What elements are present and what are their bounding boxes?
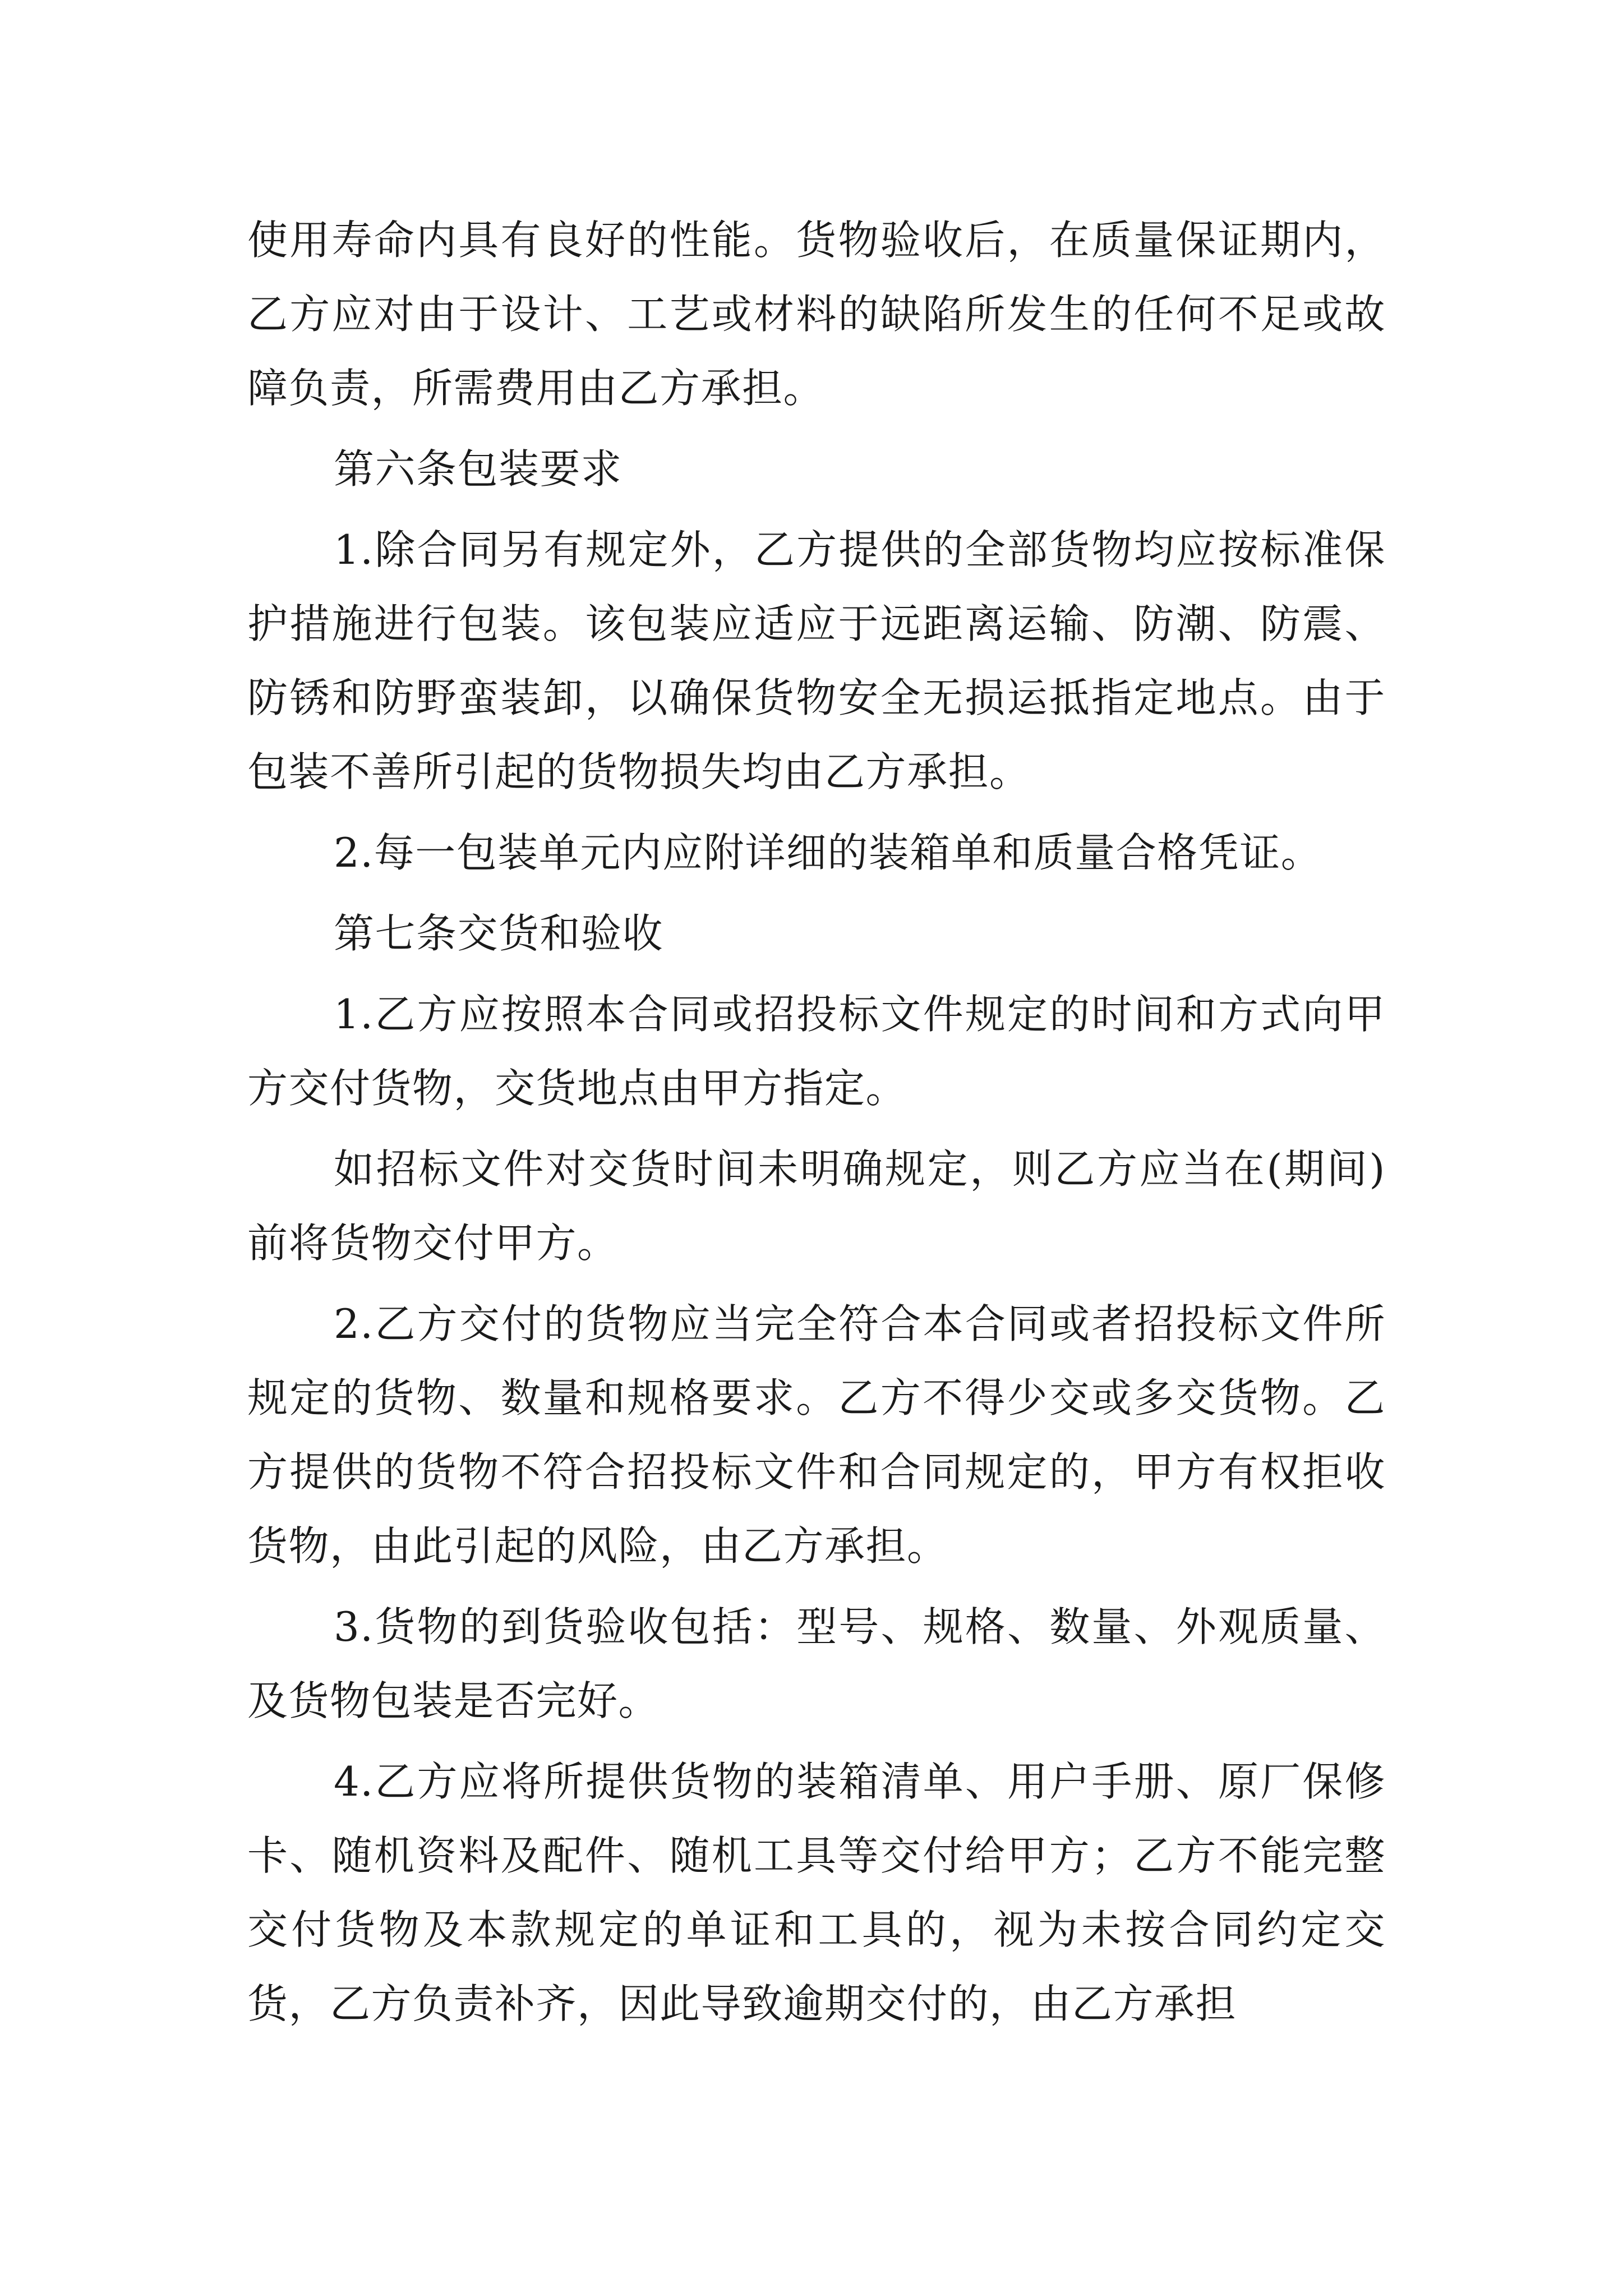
section-heading-packaging: 第六条包装要求 [334, 445, 623, 493]
paragraph-packaging-1: 1.除合同另有规定外，乙方提供的全部货物均应按标准保护措施进行包装。该包装应适应于远距离运输、防潮、防震、防锈和防野蛮装卸，以确保货物安全无损运抵指定地点。由于包装不善所引起的货物损失均由乙方承担。 [247, 526, 1386, 795]
contract-text [247, 203, 1386, 2047]
paragraph-delivery-3: 3.货物的到货验收包括：型号、规格、数量、外观质量、及货物包装是否完好。 [247, 1603, 1386, 1724]
paragraph-packaging-2: 2.每一包装单元内应附详细的装箱单和质量合格凭证。 [334, 829, 1322, 876]
paragraph-delivery-time: 如招标文件对交货时间未明确规定，则乙方应当在(期间)前将货物交付甲方。 [247, 1145, 1386, 1267]
section-heading-delivery: 第七条交货和验收 [334, 910, 664, 957]
paragraph-delivery-4: 4.乙方应将所提供货物的装箱清单、用户手册、原厂保修卡、随机资料及配件、随机工具等交付给甲方；乙方不能完整交付货物及本款规定的单证和工具的，视为未按合同约定交货，乙方负责补齐，因此导致逾期交付的，由乙方承担 [247, 1758, 1386, 2027]
paragraph-delivery-2: 2.乙方交付的货物应当完全符合本合同或者招投标文件所规定的货物、数量和规格要求。乙方不得少交或多交货物。乙方提供的货物不符合招投标文件和合同规定的，甲方有权拒收货物，由此引起的风险，由乙方承担。 [247, 1300, 1386, 1570]
paragraph-warranty-continuation: 使用寿命内具有良好的性能。货物验收后，在质量保证期内，乙方应对由于设计、工艺或材料的缺陷所发生的任何不足或故障负责，所需费用由乙方承担。 [247, 217, 1386, 412]
paragraph-delivery-1: 1.乙方应按照本合同或招投标文件规定的时间和方式向甲方交付货物，交货地点由甲方指定。 [247, 991, 1386, 1112]
